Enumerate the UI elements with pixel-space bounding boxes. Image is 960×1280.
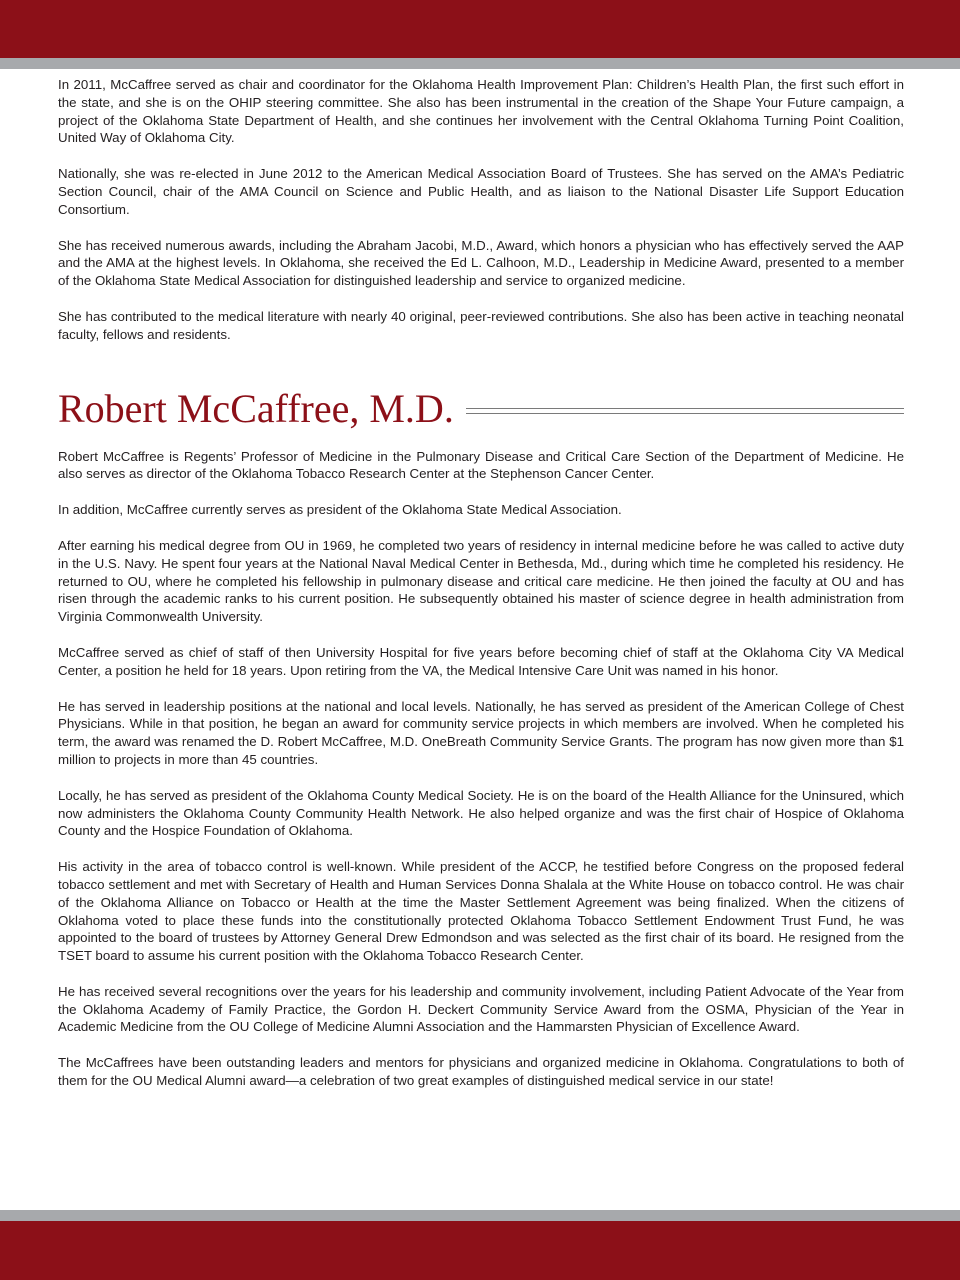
heading-double-rule	[466, 408, 904, 414]
paragraph: He has served in leadership positions at the national and local levels. Nationally, he has served as president of the American College of Chest Physicians. While in that position, he began an award for community service projects in which members are involved. When he completed his term, the award was renamed the D. Robert McCaffree, M.D. OneBreath Community Service Grants. The program has now given more than $1 million to projects in more than 45 countries.	[58, 698, 904, 767]
section-heading-row	[58, 384, 904, 434]
paragraph: McCaffree served as chief of staff of then University Hospital for five years before becoming chief of staff at the Oklahoma City VA Medical Center, a position he held for 18 years. Upon retiring from the VA, the Medical Intensive Care Unit was named in his honor.	[58, 644, 904, 678]
article-body	[58, 76, 904, 1108]
top-color-band	[0, 0, 960, 58]
paragraph: In 2011, McCaffree served as chair and coordinator for the Oklahoma Health Improvement Plan: Children’s Health Plan, the first such effort in the state, and she is on the OHIP steering committee. She also has been instrumental in the creation of the Shape Your Future campaign, a project of the Oklahoma State Department of Health, and she continues her involvement with the Central Oklahoma Turning Point Coalition, United Way of Oklahoma City.	[58, 77, 904, 146]
paragraph: She has contributed to the medical literature with nearly 40 original, peer-reviewed contributions. She also has been active in teaching neonatal faculty, fellows and residents.	[58, 308, 904, 342]
section-robert-mccaffree	[58, 448, 904, 1090]
bottom-gray-rule	[0, 1210, 960, 1221]
paragraph: Locally, he has served as president of the Oklahoma County Medical Society. He is on the board of the Health Alliance for the Uninsured, which now administers the Oklahoma County Community Health Network. He also helped organize and was the first chair of Hospice of Oklahoma County and the Hospice Foundation of Oklahoma.	[58, 787, 904, 839]
section-sandra-continued	[58, 76, 904, 344]
bottom-color-band	[0, 1221, 960, 1280]
paragraph: Nationally, she was re-elected in June 2012 to the American Medical Association Board of Trustees. She has served on the AMA’s Pediatric Section Council, chair of the AMA Council on Science and Public Health, and as liaison to the National Disaster Life Support Education Consortium.	[58, 166, 904, 217]
top-gray-rule	[0, 58, 960, 69]
paragraph: The McCaffrees have been outstanding leaders and mentors for physicians and organized medicine in Oklahoma. Congratulations to both of them for the OU Medical Alumni award—a celebration of two great examples of distinguished medical service in our state!	[58, 1055, 904, 1089]
paragraph: Robert McCaffree is Regents’ Professor of Medicine in the Pulmonary Disease and Critical Care Section of the Department of Medicine. He also serves as director of the Oklahoma Tobacco Research Center at the Stephenson Cancer Center.	[58, 448, 904, 482]
section-heading: Robert McCaffree, M.D.	[58, 385, 454, 431]
paragraph: He has received several recognitions over the years for his leadership and community involvement, including Patient Advocate of the Year from the Oklahoma Academy of Family Practice, the Gordon H. Deckert Community Service Award from the OSMA, Physician of the Year in Academic Medicine from the OU College of Medicine Alumni Association and the Hammarsten Physician of Excellence Award.	[58, 983, 904, 1035]
paragraph: After earning his medical degree from OU in 1969, he completed two years of residency in internal medicine before he was called to active duty in the U.S. Navy. He spent four years at the National Naval Medical Center in Bethesda, Md., during which time he completed his residency. He returned to OU, where he completed his fellowship in pulmonary disease and critical care medicine. He then joined the faculty at OU and has risen through the academic ranks to his current position. He subsequently obtained his master of science degree in health administration from Virginia Commonwealth University.	[58, 537, 904, 625]
paragraph: She has received numerous awards, including the Abraham Jacobi, M.D., Award, which honors a physician who has effectively served the AAP and the AMA at the highest levels. In Oklahoma, she received the Ed L. Calhoon, M.D., Leadership in Medicine Award, presented to a member of the Oklahoma State Medical Association for distinguished leadership and service to organized medicine.	[58, 237, 904, 289]
paragraph: In addition, McCaffree currently serves as president of the Oklahoma State Medical Association.	[58, 502, 622, 518]
paragraph: His activity in the area of tobacco control is well-known. While president of the ACCP, he testified before Congress on the proposed federal tobacco settlement and met with Secretary of Health and Human Services Donna Shalala at the White House on tobacco control. He was chair of the Oklahoma Alliance on Tobacco or Health at the time the Master Settlement Agreement was being finalized. When the citizens of Oklahoma voted to place these funds into the constitutionally protected Oklahoma Tobacco Settlement Endowment Trust Fund, he was appointed to the board of trustees by Attorney General Drew Edmondson and was selected as the first chair of its board. He resigned from the TSET board to assume his current position with the Oklahoma Tobacco Research Center.	[58, 859, 904, 964]
